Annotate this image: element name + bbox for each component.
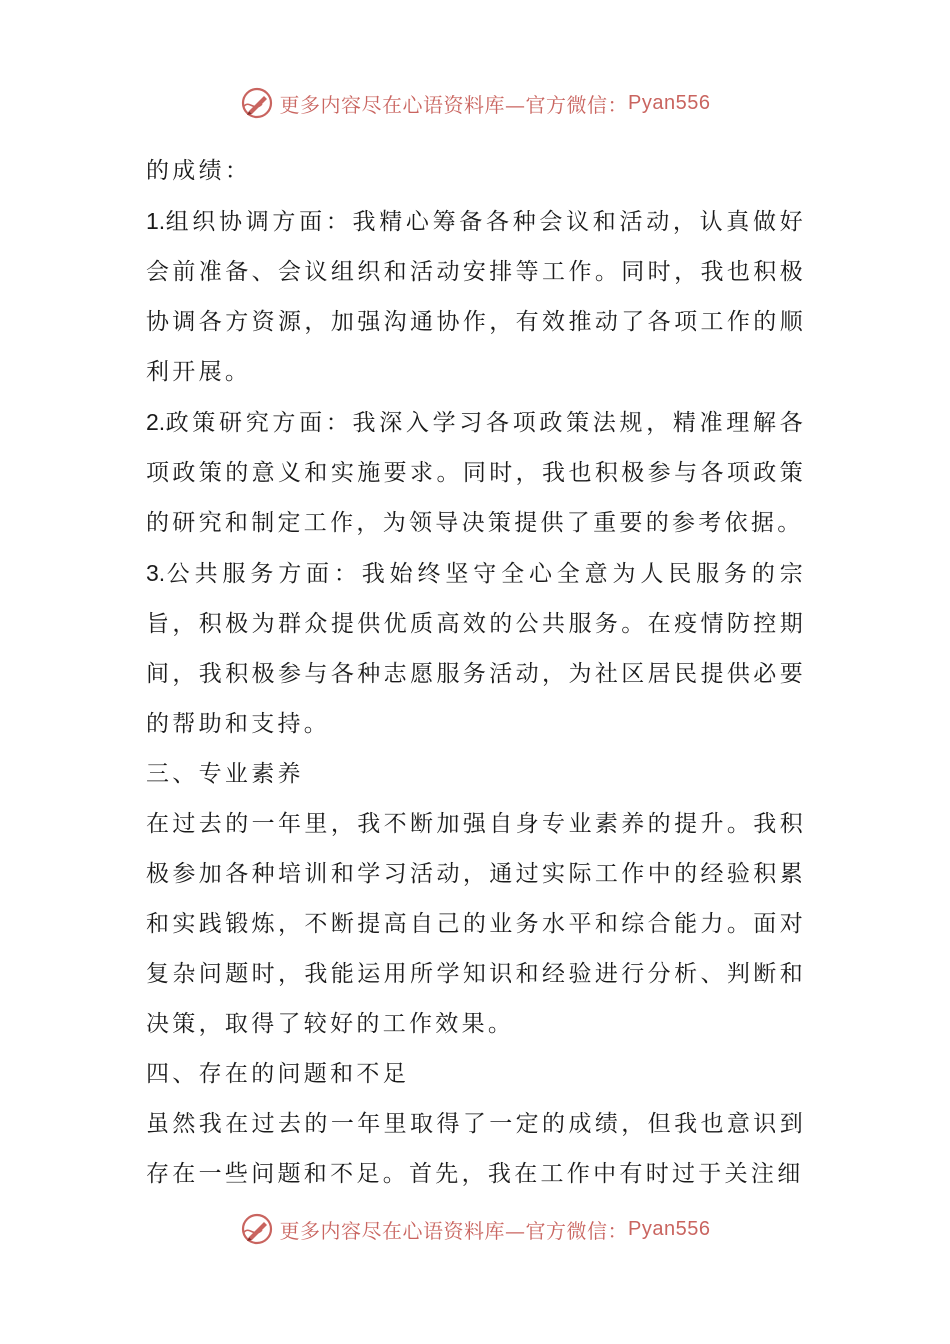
pen-logo-icon — [240, 1212, 274, 1246]
paragraph-section-4: 虽然我在过去的一年里取得了一定的成绩，但我也意识到存在一些问题和不足。首先，我在工作中有时过于关注细 — [146, 1111, 806, 1187]
paragraph-section-3: 在过去的一年里，我不断加强自身专业素养的提升。我积极参加各种培训和学习活动，通过实际工作中的经验积累和实践锻炼，不断提高自己的业务水平和综合能力。面对复杂问题时，我能运用所学知识和经验进行分析、判断和决策，取得了较好的工作效果。 — [146, 811, 806, 1037]
section-heading-3: 三、专业素养 — [146, 761, 304, 787]
paragraph-item-1 — [146, 196, 806, 397]
paragraph-item-3 — [146, 548, 806, 749]
watermark-handle: Pyan556 — [628, 1217, 711, 1240]
paragraph-text: 组织协调方面：我精心筹备各种会议和活动，认真做好会前准备、会议组织和活动安排等工作。同时，我也积极协调各方资源，加强沟通协作，有效推动了各项工作的顺利开展。 — [146, 209, 806, 385]
item-number: 3. — [146, 560, 166, 586]
paragraph-item-2 — [146, 397, 806, 548]
pen-logo-icon — [240, 86, 274, 120]
watermark-text: 更多内容尽在心语资料库—官方微信： — [279, 92, 629, 117]
section-heading-4: 四、存在的问题和不足 — [146, 1061, 409, 1087]
paragraph-text: 公共服务方面：我始终坚守全心全意为人民服务的宗旨，积极为群众提供优质高效的公共服务。在疫情防控期间，我积极参与各种志愿服务活动，为社区居民提供必要的帮助和支持。 — [146, 561, 806, 737]
paragraph-continued: 的成绩： — [146, 158, 252, 184]
document-body — [146, 146, 806, 1199]
watermark-handle: Pyan556 — [628, 91, 711, 114]
header-watermark — [0, 86, 950, 120]
item-number: 1. — [146, 208, 166, 234]
watermark-text: 更多内容尽在心语资料库—官方微信： — [279, 1218, 629, 1243]
item-number: 2. — [146, 409, 166, 435]
paragraph-text: 政策研究方面：我深入学习各项政策法规，精准理解各项政策的意义和实施要求。同时，我也积极参与各项政策的研究和制定工作，为领导决策提供了重要的参考依据。 — [146, 410, 806, 536]
footer-watermark — [0, 1212, 950, 1246]
